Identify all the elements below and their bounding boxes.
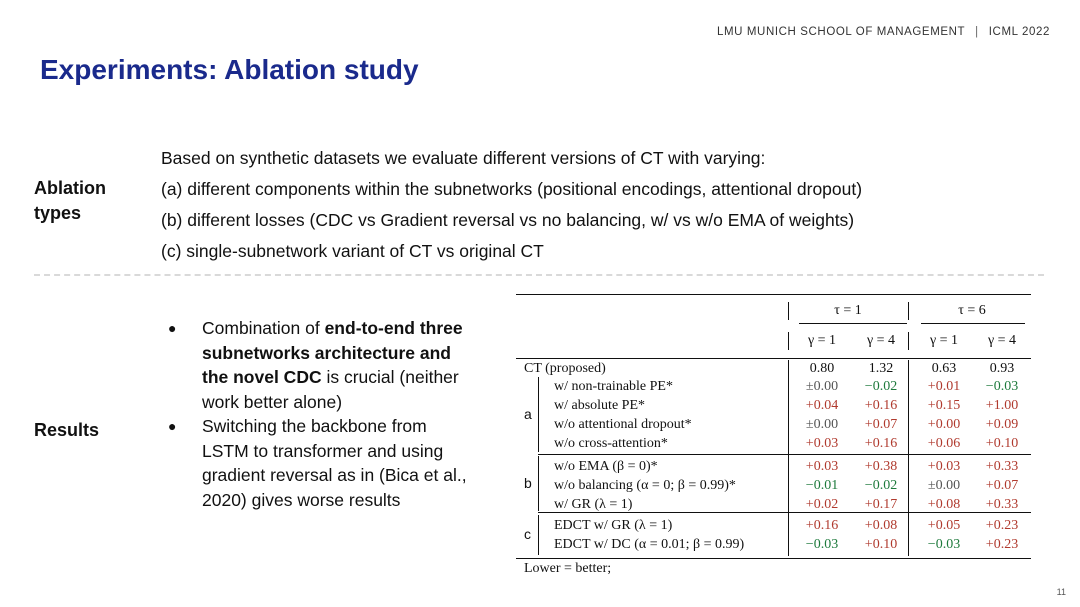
- table-cell-value: ±0.00: [805, 417, 839, 432]
- table-row-label: EDCT w/ GR (λ = 1): [554, 518, 673, 533]
- vline-group-a: [538, 377, 539, 452]
- results-label: Results: [34, 420, 100, 440]
- header-separator: |: [975, 26, 979, 38]
- proposed-value: 0.93: [989, 361, 1015, 376]
- gamma-header: γ = 1: [929, 333, 959, 348]
- ablation-results-table: [516, 294, 1031, 576]
- table-cell-value: +0.09: [985, 417, 1019, 432]
- ablation-line: (a) different components within the subnetworks (positional encodings, attentional dropout): [161, 179, 863, 199]
- vline-body-1: [788, 360, 789, 556]
- tau-header-2: τ = 6: [958, 303, 986, 318]
- proposed-value: 0.63: [931, 361, 957, 376]
- table-row-label: w/o balancing (α = 0; β = 0.99)*: [554, 478, 736, 493]
- table-cell-value: +0.16: [864, 436, 898, 451]
- table-row-label: w/o cross-attention*: [554, 436, 668, 451]
- proposed-row-label: CT (proposed): [524, 361, 606, 376]
- gamma-header: γ = 4: [987, 333, 1017, 348]
- table-row-label: w/ GR (λ = 1): [554, 497, 633, 512]
- gamma-header: γ = 1: [807, 333, 837, 348]
- table-bottom-rule: [516, 558, 1031, 559]
- bullet1-text-post: is crucial (neither work better alone): [202, 367, 459, 412]
- ablation-line: (b) different losses (CDC vs Gradient reversal vs no balancing, w/ vs w/o EMA of weights): [161, 210, 855, 230]
- ablation-types-label: [34, 176, 106, 226]
- table-cell-value: +0.06: [927, 436, 961, 451]
- vline-header-1: [788, 302, 789, 320]
- ablation-line: (c) single-subnetwork variant of CT vs original CT: [161, 241, 544, 261]
- table-row-label: w/o attentional dropout*: [554, 417, 692, 432]
- ablation-label-line2: types: [34, 203, 82, 223]
- table-cell-value: +0.38: [864, 459, 898, 474]
- table-cell-value: −0.03: [985, 379, 1019, 394]
- group-label-b: b: [524, 475, 532, 491]
- ablation-label-line1: Ablation: [34, 178, 106, 198]
- table-row-label: w/ non-trainable PE*: [554, 379, 673, 394]
- table-cell-value: +0.16: [805, 518, 839, 533]
- table-row-label: w/o EMA (β = 0)*: [554, 459, 658, 474]
- gamma-header: γ = 4: [866, 333, 896, 348]
- vline-header-3: [788, 332, 789, 350]
- table-cell-value: +0.03: [927, 459, 961, 474]
- table-cell-value: +0.15: [927, 398, 961, 413]
- table-cell-value: ±0.00: [927, 478, 961, 493]
- bullet1-text-bold: end-to-end three subnetworks architecture and the novel CDC: [202, 318, 463, 387]
- table-cell-value: +0.23: [985, 518, 1019, 533]
- table-row-label: w/ absolute PE*: [554, 398, 645, 413]
- table-cell-value: +0.01: [927, 379, 961, 394]
- table-cell-value: ±0.00: [805, 379, 839, 394]
- bullet1-text-pre: Combination of: [202, 318, 325, 338]
- page-number: 11: [1056, 587, 1066, 597]
- table-cell-value: +0.07: [985, 478, 1019, 493]
- table-cell-value: +0.23: [985, 537, 1019, 552]
- ablation-line: Based on synthetic datasets we evaluate different versions of CT with varying:: [161, 148, 766, 168]
- table-cell-value: +0.33: [985, 459, 1019, 474]
- table-cell-value: +0.17: [864, 497, 898, 512]
- table-cell-value: +0.07: [864, 417, 898, 432]
- proposed-value: 1.32: [868, 361, 894, 376]
- section-divider: [34, 274, 1044, 276]
- table-cell-value: +0.04: [805, 398, 839, 413]
- table-header-rule: [516, 358, 1031, 359]
- table-cell-value: +0.10: [985, 436, 1019, 451]
- vline-header-2: [908, 302, 909, 320]
- table-cell-value: −0.03: [805, 537, 839, 552]
- table-cell-value: +0.10: [864, 537, 898, 552]
- table-cell-value: +0.03: [805, 459, 839, 474]
- proposed-value: 0.80: [809, 361, 835, 376]
- group-label-a: a: [524, 406, 532, 422]
- results-bullet-2: ● Switching the backbone from LSTM to transformer and using gradient reversal as in (Bica et al., 2020) gives worse results: [168, 414, 468, 512]
- table-cell-value: +0.08: [864, 518, 898, 533]
- table-cell-value: +1.00: [985, 398, 1019, 413]
- header-bar: [717, 26, 1050, 38]
- slide-title: Experiments: Ablation study: [40, 54, 419, 85]
- ablation-description: [161, 143, 862, 267]
- table-cell-value: +0.00: [927, 417, 961, 432]
- table-top-rule: [516, 294, 1031, 295]
- vline-group-c: [538, 515, 539, 555]
- table-cell-value: −0.03: [927, 537, 961, 552]
- table-cell-value: +0.02: [805, 497, 839, 512]
- header-conference: ICML 2022: [988, 26, 1050, 38]
- results-bullet-1: [168, 316, 468, 414]
- group-a-separator: [538, 454, 1031, 455]
- tau-header-1: τ = 1: [834, 303, 862, 318]
- vline-group-b: [538, 456, 539, 511]
- tau1-underline: [799, 323, 907, 324]
- table-cell-value: −0.02: [864, 379, 898, 394]
- table-cell-value: −0.01: [805, 478, 839, 493]
- results-bullets: [168, 316, 468, 512]
- table-cell-value: +0.08: [927, 497, 961, 512]
- tau6-underline: [921, 323, 1025, 324]
- table-cell-value: +0.05: [927, 518, 961, 533]
- table-row-label: EDCT w/ DC (α = 0.01; β = 0.99): [554, 537, 745, 552]
- group-label-c: c: [524, 526, 531, 542]
- table-cell-value: −0.02: [864, 478, 898, 493]
- header-institution: LMU MUNICH SCHOOL OF MANAGEMENT: [716, 26, 966, 38]
- table-cell-value: +0.33: [985, 497, 1019, 512]
- table-cell-value: +0.03: [805, 436, 839, 451]
- table-cell-value: +0.16: [864, 398, 898, 413]
- table-footnote: Lower = better;: [524, 561, 612, 576]
